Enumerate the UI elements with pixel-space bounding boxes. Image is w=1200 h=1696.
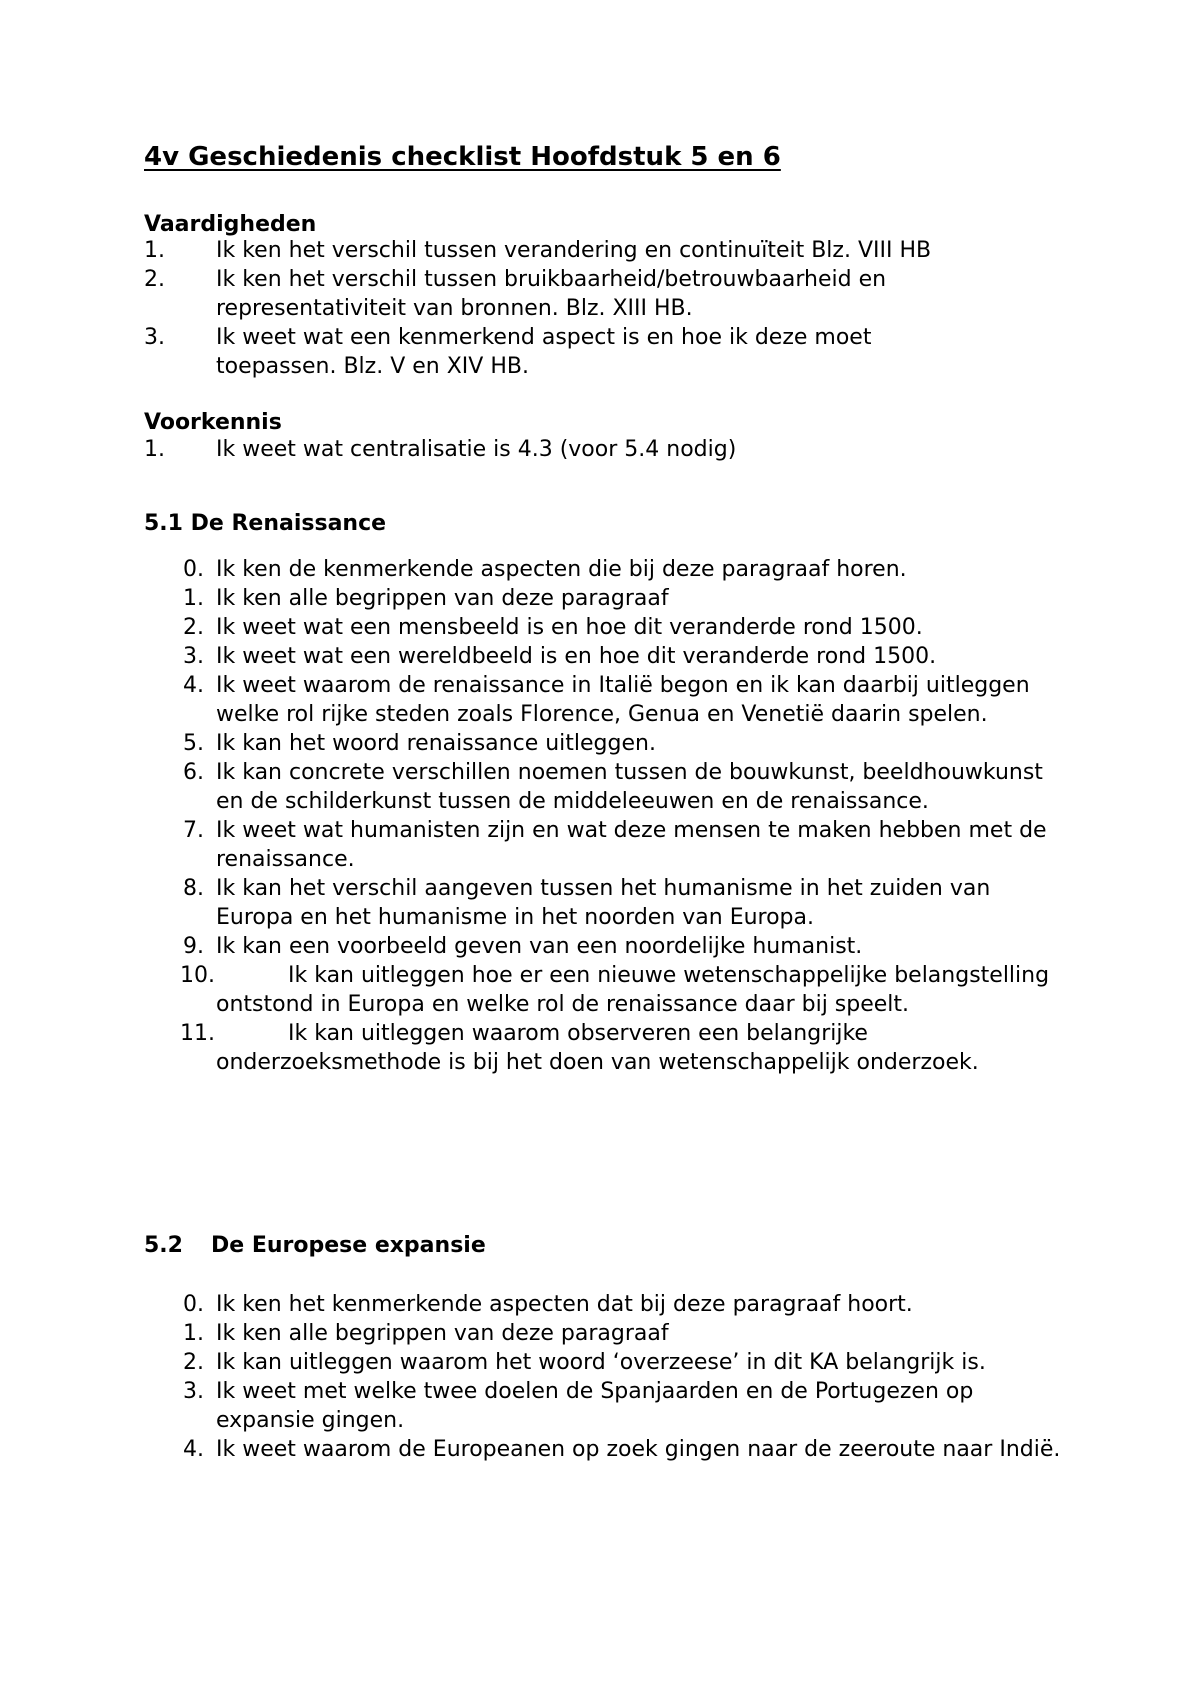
item-number: 2.	[183, 615, 204, 640]
list-item	[144, 1348, 1074, 1377]
heading-renaissance: 5.1 De Renaissance	[144, 511, 387, 536]
item-number: 4.	[183, 673, 204, 698]
list-item	[144, 265, 964, 323]
item-number: 1.	[183, 1321, 204, 1346]
item-text: Ik weet wat centralisatie is 4.3 (voor 5.4 nodig)	[216, 437, 737, 462]
list-item	[144, 816, 1074, 874]
list-item	[144, 1019, 1074, 1077]
list-item	[144, 961, 1074, 1019]
list-item	[144, 1290, 1074, 1319]
item-number: 2.	[183, 1350, 204, 1375]
item-number: 8.	[183, 876, 204, 901]
list-item	[144, 874, 1074, 932]
item-text: Ik weet waarom de Europeanen op zoek gingen naar de zeeroute naar Indië.	[216, 1437, 1061, 1462]
list-item	[144, 729, 1074, 758]
item-number: 5.	[183, 731, 204, 756]
item-text: Ik ken het verschil tussen bruikbaarheid/betrouwbaarheid en representativiteit van bronnen. Blz. XIII HB.	[216, 267, 887, 321]
renaissance-list	[144, 555, 1074, 1077]
item-text: Ik weet met welke twee doelen de Spanjaarden en de Portugezen op expansie gingen.	[216, 1379, 974, 1433]
list-item	[144, 1377, 1074, 1435]
item-text: Ik ken de kenmerkende aspecten die bij deze paragraaf horen.	[216, 557, 907, 582]
heading-voorkennis: Voorkennis	[144, 410, 282, 435]
heading-expansie	[144, 1233, 486, 1258]
item-number: 2.	[144, 267, 165, 292]
item-text: Ik ken alle begrippen van deze paragraaf	[216, 586, 669, 611]
item-text: Ik kan uitleggen waarom observeren een belangrijke onderzoeksmethode is bij het doen van wetenschappelijk onderzoek.	[216, 1021, 979, 1075]
list-item	[144, 758, 1074, 816]
item-text: Ik kan het woord renaissance uitleggen.	[216, 731, 656, 756]
list-item	[144, 932, 1074, 961]
item-number: 0.	[183, 557, 204, 582]
heading-number: 5.2	[144, 1233, 183, 1258]
item-number: 3.	[183, 644, 204, 669]
expansie-list	[144, 1290, 1074, 1464]
item-number: 3.	[144, 325, 165, 350]
list-item	[144, 613, 1074, 642]
item-text: Ik weet wat een kenmerkend aspect is en hoe ik deze moet toepassen. Blz. V en XIV HB.	[216, 325, 872, 379]
item-text: Ik weet wat een wereldbeeld is en hoe dit veranderde rond 1500.	[216, 644, 937, 669]
item-number: 1.	[144, 437, 165, 462]
item-text: Ik ken het kenmerkende aspecten dat bij deze paragraaf hoort.	[216, 1292, 913, 1317]
page-title: 4v Geschiedenis checklist Hoofdstuk 5 en 6	[144, 142, 781, 172]
item-number: 6.	[183, 760, 204, 785]
item-number: 0.	[183, 1292, 204, 1317]
item-number: 9.	[183, 934, 204, 959]
vaardigheden-list	[144, 236, 964, 381]
item-text: Ik kan concrete verschillen noemen tussen de bouwkunst, beeldhouwkunst en de schilderkunst tussen de middeleeuwen en de renaissance.	[216, 760, 1043, 814]
item-number: 1.	[144, 238, 165, 263]
item-number: 1.	[183, 586, 204, 611]
item-text: Ik kan het verschil aangeven tussen het humanisme in het zuiden van Europa en het humanisme in het noorden van Europa.	[216, 876, 991, 930]
voorkennis-list	[144, 435, 964, 464]
item-text: Ik ken het verschil tussen verandering en continuïteit Blz. VIII HB	[216, 238, 932, 263]
item-text: Ik ken alle begrippen van deze paragraaf	[216, 1321, 669, 1346]
list-item	[144, 555, 1074, 584]
item-number: 7.	[183, 818, 204, 843]
list-item	[144, 435, 964, 464]
heading-text: De Europese expansie	[210, 1233, 486, 1258]
item-text: Ik kan uitleggen hoe er een nieuwe wetenschappelijke belangstelling ontstond in Europa en welke rol de renaissance daar bij speelt.	[216, 963, 1050, 1017]
item-number: 4.	[183, 1437, 204, 1462]
item-text: Ik kan een voorbeeld geven van een noordelijke humanist.	[216, 934, 863, 959]
item-text: Ik kan uitleggen waarom het woord ‘overzeese’ in dit KA belangrijk is.	[216, 1350, 986, 1375]
item-text: Ik weet wat een mensbeeld is en hoe dit veranderde rond 1500.	[216, 615, 923, 640]
list-item	[144, 584, 1074, 613]
item-number: 11.	[180, 1021, 215, 1046]
heading-vaardigheden: Vaardigheden	[144, 212, 317, 237]
list-item	[144, 323, 964, 381]
list-item	[144, 1319, 1074, 1348]
list-item	[144, 671, 1074, 729]
list-item	[144, 1435, 1074, 1464]
item-number: 10.	[180, 963, 215, 988]
list-item	[144, 236, 964, 265]
list-item	[144, 642, 1074, 671]
item-number: 3.	[183, 1379, 204, 1404]
item-text: Ik weet wat humanisten zijn en wat deze mensen te maken hebben met de renaissance.	[216, 818, 1047, 872]
item-text: Ik weet waarom de renaissance in Italië begon en ik kan daarbij uitleggen welke rol rijke steden zoals Florence, Genua en Venetië daarin spelen.	[216, 673, 1030, 727]
